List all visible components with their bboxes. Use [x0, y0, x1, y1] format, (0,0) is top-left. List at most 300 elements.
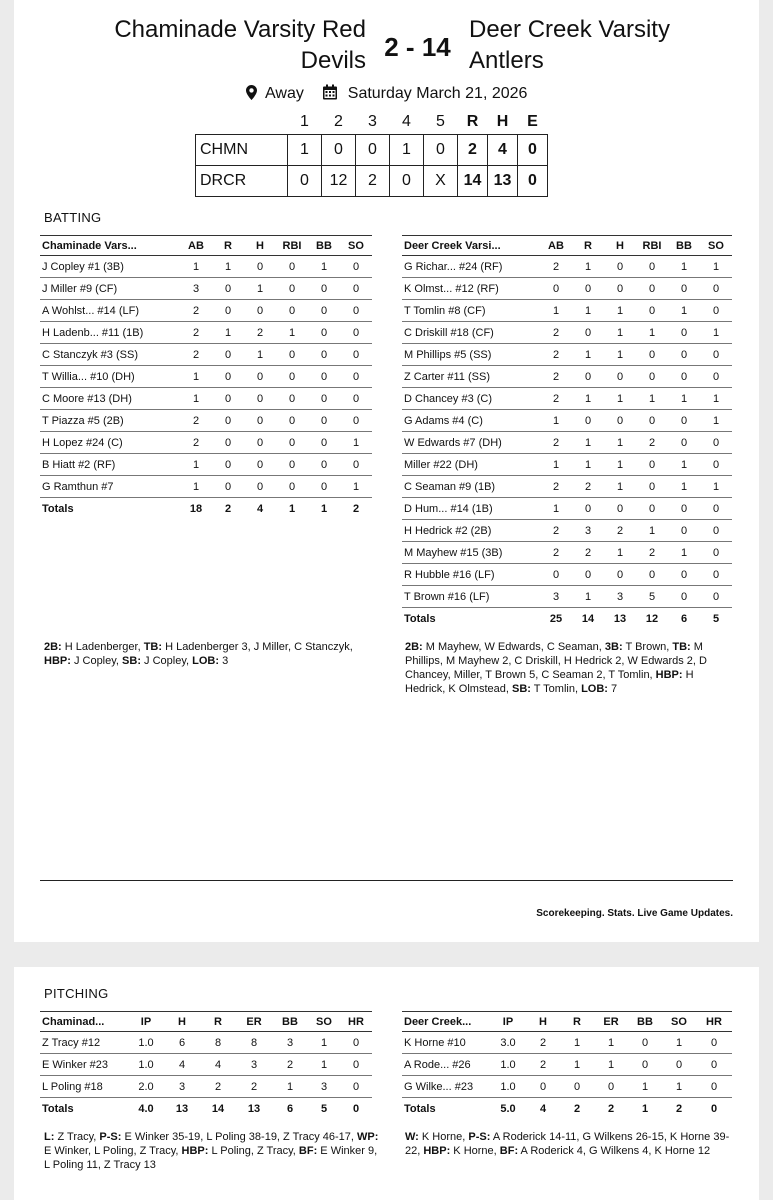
stat-cell: 0 [572, 322, 604, 344]
column-header: H [604, 236, 636, 256]
errors-cell: 0 [518, 165, 548, 196]
note-text: H Hedrick, K Olmstead, [405, 669, 694, 695]
stat-cell: 2 [572, 476, 604, 498]
totals-cell: 18 [189, 502, 203, 515]
player-name: T Tomlin #8 (CF) [402, 300, 540, 322]
column-header: IP [128, 1012, 164, 1032]
location-label: Away [265, 84, 304, 102]
totals-label: Totals [404, 612, 436, 625]
stat-cell: 1 [604, 542, 636, 564]
stat-cell: 0 [560, 1076, 594, 1098]
column-header: R [200, 1012, 236, 1032]
stat-cell: 0 [244, 300, 276, 322]
stat-cell: 0 [244, 366, 276, 388]
stat-cell: 1 [540, 454, 572, 476]
column-header: ER [236, 1012, 272, 1032]
player-name: C Moore #13 (DH) [40, 388, 180, 410]
stat-cell: 0 [340, 410, 372, 432]
stat-cell: 0 [308, 300, 340, 322]
stat-cell: 0 [340, 344, 372, 366]
linescore-team: CHMN [196, 134, 288, 165]
stat-cell: 0 [572, 278, 604, 300]
totals-cell: 13 [175, 1102, 189, 1115]
stat-cell: 3 [180, 278, 212, 300]
linescore-team: DRCR [196, 165, 288, 196]
inning-cell: 0 [356, 134, 390, 165]
column-header: H [526, 1012, 560, 1032]
note-text: L Poling, Z Tracy, [208, 1145, 299, 1157]
stat-cell: 0 [604, 410, 636, 432]
totals-cell: 2 [352, 502, 360, 515]
stat-cell: 0 [636, 410, 668, 432]
player-row [402, 256, 732, 278]
player-name: D Chancey #3 (C) [402, 388, 540, 410]
stat-cell: 0 [276, 454, 308, 476]
stat-cell: 1 [662, 1032, 696, 1054]
stat-cell: 0 [636, 256, 668, 278]
stat-cell: 1 [636, 322, 668, 344]
stat-cell: 0 [636, 454, 668, 476]
stat-cell: 0 [212, 388, 244, 410]
stat-cell: 0 [244, 476, 276, 498]
player-row [402, 344, 732, 366]
player-name: E Winker #23 [40, 1054, 128, 1076]
stat-cell: 1.0 [128, 1054, 164, 1076]
stat-cell: 0 [628, 1032, 662, 1054]
player-name: G Wilke... #23 [402, 1076, 490, 1098]
player-row [402, 322, 732, 344]
totals-row [40, 1098, 372, 1120]
stat-cell: 2 [526, 1054, 560, 1076]
note-text: K Horne, [450, 1145, 500, 1157]
stat-cell: 2 [636, 432, 668, 454]
table-team-header: Chaminad... [40, 1012, 128, 1032]
player-name: H Hedrick #2 (2B) [402, 520, 540, 542]
stat-cell: 0 [276, 476, 308, 498]
totals-cell: 25 [549, 612, 563, 625]
totals-cell: 1 [641, 1102, 649, 1115]
totals-label: Totals [404, 1102, 436, 1115]
note-label: TB: [143, 641, 163, 653]
totals-cell: 0 [710, 1102, 718, 1115]
stat-cell: 1 [244, 344, 276, 366]
stat-cell: 0 [340, 1054, 372, 1076]
stat-cell: 0 [636, 278, 668, 300]
note-text: M Phillips, M Mayhew 2, C Driskill, H Hedrick 2, W Edwards 2, D Chancey, Miller, T Brown 5, C Seaman 2, T Tomlin, [405, 641, 707, 681]
stat-cell: 2 [540, 432, 572, 454]
pitching-section-title: PITCHING [44, 986, 109, 1001]
linescore-row [196, 134, 548, 165]
stat-cell: 2 [180, 344, 212, 366]
player-row [402, 410, 732, 432]
stat-cell: 0 [696, 1076, 732, 1098]
inning-header: 1 [300, 112, 309, 130]
stat-cell: 2 [236, 1076, 272, 1098]
stat-cell: 0 [636, 476, 668, 498]
inning-cell: 1 [288, 134, 322, 165]
stat-cell: 1 [212, 322, 244, 344]
totals-cell: 13 [613, 612, 627, 625]
stat-cell: 0 [662, 1054, 696, 1076]
player-name: G Adams #4 (C) [402, 410, 540, 432]
stat-cell: 2 [572, 542, 604, 564]
stat-cell: 1 [308, 1032, 340, 1054]
player-name: K Horne #10 [402, 1032, 490, 1054]
totals-cell: 5 [320, 1102, 328, 1115]
stat-cell: 0 [604, 498, 636, 520]
stat-cell: 1 [700, 388, 732, 410]
note-text: H Ladenberger, [61, 641, 144, 653]
stat-cell: 3 [604, 586, 636, 608]
column-header: HR [696, 1012, 732, 1032]
stat-cell: 0 [668, 344, 700, 366]
stat-cell: 0 [244, 454, 276, 476]
player-name: H Lopez #24 (C) [40, 432, 180, 454]
stat-cell: 1 [628, 1076, 662, 1098]
column-header: ER [594, 1012, 628, 1032]
stat-cell: 8 [236, 1032, 272, 1054]
stat-cell: 0 [668, 366, 700, 388]
note-text: H Ladenberger 3, J Miller, C Stanczyk, [162, 641, 353, 653]
column-header: RBI [276, 236, 308, 256]
column-header: IP [490, 1012, 526, 1032]
stat-cell: 2 [540, 322, 572, 344]
errors-cell: 0 [518, 134, 548, 165]
player-row [40, 278, 372, 300]
location-pin-icon [246, 85, 257, 103]
note-label: P-S: [468, 1131, 491, 1143]
stat-cell: 0 [700, 542, 732, 564]
stat-cell: 1.0 [490, 1054, 526, 1076]
player-row [402, 1032, 732, 1054]
stat-cell: 0 [594, 1076, 628, 1098]
player-row [40, 410, 372, 432]
note-text: J Copley, [70, 655, 123, 667]
player-name: C Stanczyk #3 (SS) [40, 344, 180, 366]
stat-cell: 0 [604, 278, 636, 300]
stat-cell: 1 [180, 454, 212, 476]
stat-cell: 0 [668, 432, 700, 454]
player-row [402, 432, 732, 454]
stat-cell: 1 [604, 300, 636, 322]
inning-cell: 12 [322, 165, 356, 196]
stat-cell: 2.0 [128, 1076, 164, 1098]
stat-cell: 3 [236, 1054, 272, 1076]
stat-cell: 1 [180, 476, 212, 498]
note-label: WP: [357, 1131, 379, 1143]
player-name: J Copley #1 (3B) [40, 256, 180, 278]
stat-cell: 0 [700, 454, 732, 476]
stat-cell: 1 [668, 300, 700, 322]
note-label: 2B: [44, 641, 62, 653]
runs-cell: 14 [458, 165, 488, 196]
stat-cell: 0 [212, 410, 244, 432]
stat-cell: 1.0 [128, 1032, 164, 1054]
away-batting-notes [405, 640, 735, 696]
section-divider [40, 880, 733, 881]
stat-cell: 0 [340, 1076, 372, 1098]
stat-cell: 4 [164, 1054, 200, 1076]
stat-cell: 0 [244, 432, 276, 454]
player-name: B Hiatt #2 (RF) [40, 454, 180, 476]
stat-cell: 0 [696, 1054, 732, 1076]
stat-cell: 1 [244, 278, 276, 300]
player-name: R Hubble #16 (LF) [402, 564, 540, 586]
player-name: H Ladenb... #11 (1B) [40, 322, 180, 344]
note-text: E Winker 35-19, L Poling 38-19, Z Tracy 46-17, [121, 1131, 358, 1143]
stat-cell: 0 [340, 278, 372, 300]
away-pitching-table [402, 1011, 732, 1120]
player-name: A Rode... #26 [402, 1054, 490, 1076]
stat-cell: 0 [572, 498, 604, 520]
stat-cell: 0 [700, 278, 732, 300]
stat-cell: 1 [540, 410, 572, 432]
stat-cell: 0 [276, 300, 308, 322]
stat-cell: 1 [604, 344, 636, 366]
note-label: TB: [672, 641, 691, 653]
player-row [402, 586, 732, 608]
stat-cell: 0 [308, 432, 340, 454]
stat-cell: 3 [540, 586, 572, 608]
totals-label: Totals [42, 502, 74, 515]
game-header [14, 12, 759, 82]
stat-cell: 1 [668, 454, 700, 476]
player-row [40, 454, 372, 476]
stat-cell: 0 [212, 300, 244, 322]
note-text: J Copley, [141, 655, 193, 667]
player-row [402, 300, 732, 322]
player-name: J Miller #9 (CF) [40, 278, 180, 300]
column-header: AB [540, 236, 572, 256]
player-row [402, 454, 732, 476]
stat-cell: 0 [340, 454, 372, 476]
stat-cell: 0 [636, 300, 668, 322]
note-label: L: [44, 1131, 55, 1143]
totals-cell: 2 [607, 1102, 615, 1115]
inning-header: 3 [368, 112, 377, 130]
player-name: Z Carter #11 (SS) [402, 366, 540, 388]
player-row [40, 476, 372, 498]
stat-cell: 0 [276, 432, 308, 454]
stat-cell: 1 [604, 476, 636, 498]
player-name: A Wohlst... #14 (LF) [40, 300, 180, 322]
stat-cell: 2 [272, 1054, 308, 1076]
stat-cell: 3 [272, 1032, 308, 1054]
inning-cell: 0 [322, 134, 356, 165]
stat-cell: 0 [276, 366, 308, 388]
player-name: Z Tracy #12 [40, 1032, 128, 1054]
note-label: HBP: [655, 669, 683, 681]
stat-cell: 1 [560, 1054, 594, 1076]
stat-cell: 0 [700, 344, 732, 366]
stat-cell: 0 [636, 344, 668, 366]
stat-cell: 1 [668, 388, 700, 410]
stat-cell: 0 [212, 454, 244, 476]
stat-cell: 1 [340, 476, 372, 498]
note-label: HBP: [423, 1145, 451, 1157]
stat-cell: 3 [572, 520, 604, 542]
column-header: R [572, 236, 604, 256]
column-header: H [164, 1012, 200, 1032]
stat-cell: 0 [700, 520, 732, 542]
stat-cell: 1 [700, 256, 732, 278]
table-team-header: Chaminade Vars... [40, 236, 180, 256]
column-header: H [244, 236, 276, 256]
linescore-row [196, 165, 548, 196]
column-header: SO [662, 1012, 696, 1032]
note-label: 3B: [604, 641, 623, 653]
stat-cell: 2 [540, 476, 572, 498]
stat-cell: 1 [700, 322, 732, 344]
stat-cell: 2 [180, 322, 212, 344]
home-batting-notes [44, 640, 374, 668]
stat-cell: 2 [180, 432, 212, 454]
stat-cell: 1 [572, 586, 604, 608]
totals-cell: 5 [712, 612, 720, 625]
stat-cell: 0 [276, 388, 308, 410]
totals-cell: 4 [256, 502, 264, 515]
stat-cell: 0 [636, 564, 668, 586]
player-row [402, 366, 732, 388]
note-label: LOB: [192, 655, 220, 667]
totals-cell: 6 [286, 1102, 294, 1115]
stat-cell: 0 [244, 410, 276, 432]
stat-cell: 0 [572, 366, 604, 388]
stat-cell: 0 [668, 498, 700, 520]
stat-cell: 2 [540, 344, 572, 366]
player-row [402, 520, 732, 542]
stat-cell: 8 [200, 1032, 236, 1054]
player-row [402, 498, 732, 520]
stat-cell: 2 [540, 388, 572, 410]
player-row [40, 344, 372, 366]
stat-cell: 2 [636, 542, 668, 564]
player-row [40, 1032, 372, 1054]
player-row [402, 1076, 732, 1098]
note-label: LOB: [581, 683, 608, 695]
totals-cell: 4 [539, 1102, 547, 1115]
stat-cell: 1 [572, 388, 604, 410]
stat-cell: 2 [180, 300, 212, 322]
note-text: Z Tracy, [54, 1131, 100, 1143]
totals-row [402, 608, 732, 630]
batting-section-title: BATTING [44, 210, 102, 225]
inning-cell: 0 [288, 165, 322, 196]
stat-cell: 0 [668, 564, 700, 586]
stat-cell: 0 [308, 366, 340, 388]
stat-cell: 1 [572, 300, 604, 322]
player-name: C Seaman #9 (1B) [402, 476, 540, 498]
stat-cell: 2 [540, 256, 572, 278]
stat-cell: 1 [540, 300, 572, 322]
stat-cell: 0 [636, 498, 668, 520]
stat-cell: 1 [662, 1076, 696, 1098]
stat-cell: 0 [308, 344, 340, 366]
game-date: Saturday March 21, 2026 [347, 84, 528, 102]
stat-cell: 0 [572, 410, 604, 432]
stat-cell: 1 [308, 1054, 340, 1076]
stat-cell: 0 [700, 498, 732, 520]
stat-cell: 0 [308, 388, 340, 410]
note-text: K Horne, [418, 1131, 469, 1143]
stat-cell: 0 [244, 256, 276, 278]
errors-header: E [527, 112, 538, 130]
stat-cell: 0 [212, 476, 244, 498]
player-name: L Poling #18 [40, 1076, 128, 1098]
stat-cell: 1 [668, 542, 700, 564]
inning-cell: X [424, 165, 458, 196]
note-label: BF: [499, 1145, 519, 1157]
note-text: 7 [607, 683, 618, 695]
totals-row [40, 498, 372, 520]
stat-cell: 1 [540, 498, 572, 520]
column-header: R [212, 236, 244, 256]
inning-header: 5 [436, 112, 445, 130]
player-row [40, 366, 372, 388]
column-header: SO [340, 236, 372, 256]
column-header: SO [700, 236, 732, 256]
stat-cell: 0 [668, 278, 700, 300]
stat-cell: 1 [572, 432, 604, 454]
stat-cell: 0 [540, 278, 572, 300]
note-text: T Brown, [622, 641, 673, 653]
stat-cell: 0 [700, 300, 732, 322]
stat-cell: 0 [700, 564, 732, 586]
stat-cell: 0 [340, 300, 372, 322]
stat-cell: 0 [340, 1032, 372, 1054]
stat-cell: 2 [540, 520, 572, 542]
stat-cell: 0 [276, 410, 308, 432]
player-row [402, 564, 732, 586]
note-text: E Winker, L Poling, Z Tracy, [44, 1145, 182, 1157]
player-name: G Richar... #24 (RF) [402, 256, 540, 278]
totals-cell: 6 [680, 612, 688, 625]
stat-cell: 0 [700, 432, 732, 454]
stat-cell: 0 [212, 344, 244, 366]
stat-cell: 1 [572, 454, 604, 476]
stat-cell: 0 [526, 1076, 560, 1098]
stat-cell: 2 [180, 410, 212, 432]
stat-cell: 0 [604, 564, 636, 586]
column-header: RBI [636, 236, 668, 256]
stat-cell: 0 [604, 256, 636, 278]
away-team-name: Deer Creek Varsity Antlers [469, 16, 670, 74]
stat-cell: 1 [272, 1076, 308, 1098]
stat-cell: 0 [696, 1032, 732, 1054]
away-pitching-notes [405, 1130, 740, 1158]
calendar-icon [322, 84, 338, 103]
totals-cell: 13 [247, 1102, 261, 1115]
stat-cell: 1 [308, 256, 340, 278]
note-label: P-S: [99, 1131, 122, 1143]
away-batting-table [402, 235, 732, 630]
player-row [40, 256, 372, 278]
stat-cell: 0 [668, 322, 700, 344]
note-label: HBP: [181, 1145, 209, 1157]
home-pitching-notes [44, 1130, 379, 1172]
stat-cell: 1 [636, 388, 668, 410]
stat-cell: 0 [668, 520, 700, 542]
stat-cell: 2 [540, 542, 572, 564]
stat-cell: 2 [200, 1076, 236, 1098]
note-text: M Mayhew, W Edwards, C Seaman, [422, 641, 605, 653]
stat-cell: 0 [628, 1054, 662, 1076]
stat-cell: 1 [700, 410, 732, 432]
totals-cell: 2 [573, 1102, 581, 1115]
stat-cell: 0 [700, 366, 732, 388]
totals-cell: 2 [675, 1102, 683, 1115]
tagline: Scorekeeping. Stats. Live Game Updates. [536, 908, 733, 919]
